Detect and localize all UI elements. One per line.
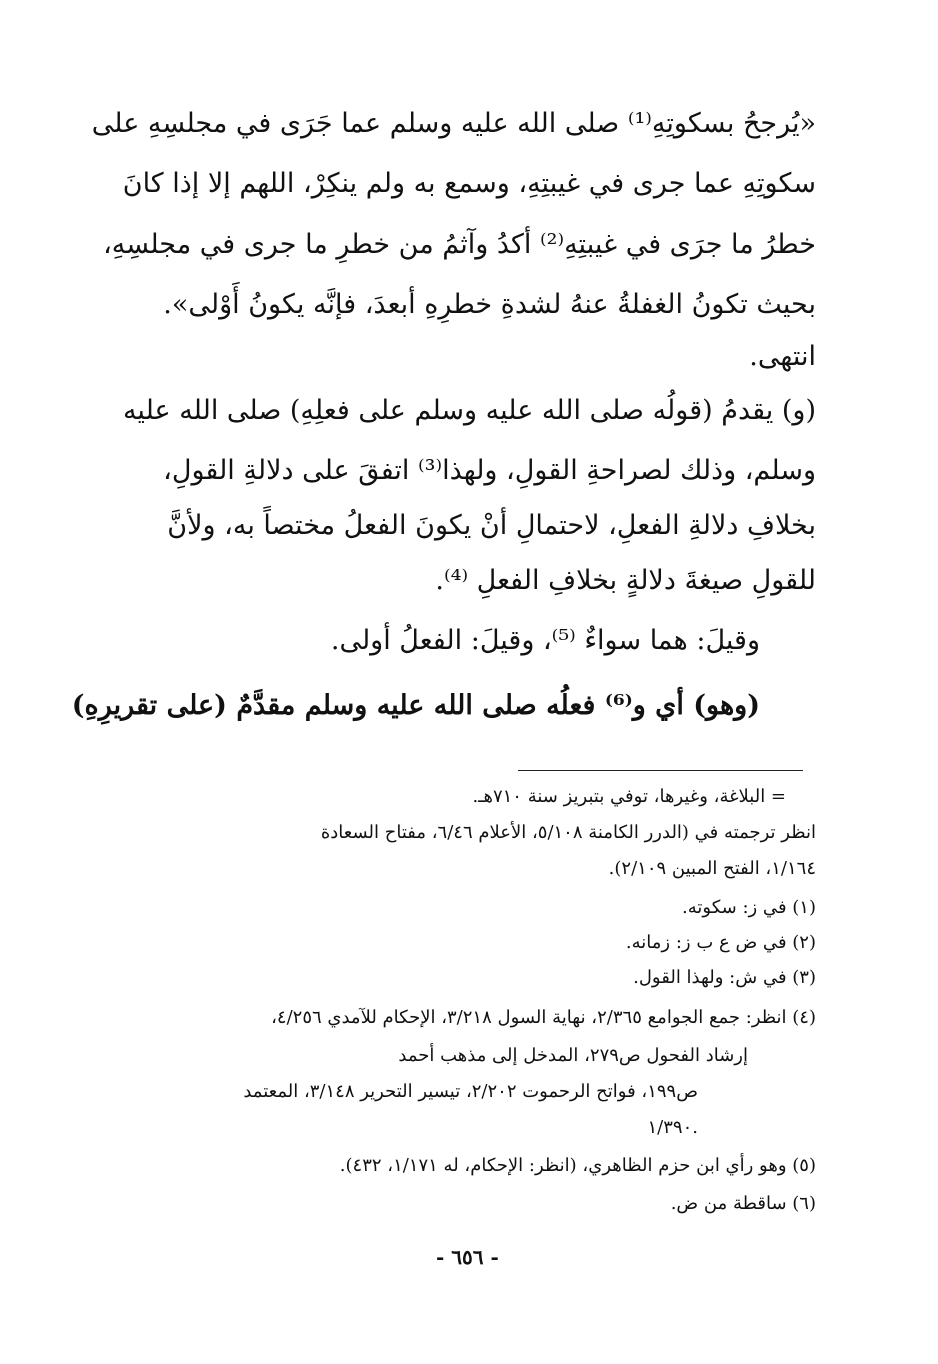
footnote-6: (٦) ساقطة من ض.: [670, 1193, 816, 1214]
footnote-line-2: انظر ترجمته في (الدرر الكامنة ٥/١٠٨، الأعلام ٦/٤٦، مفتاح السعادة: [320, 822, 816, 843]
main-line-7: وسلم، وذلك لصراحةِ القولِ، ولهذا⁽³⁾ اتفقَ على دلالةِ القولِ،: [163, 455, 816, 486]
footnote-4-cont-1: إرشاد الفحول ص٢٧٩، المدخل إلى مذهب أحمد: [398, 1045, 748, 1066]
footnote-3: (٣) في ش: ولهذا القول.: [633, 967, 816, 988]
main-line-3: خطرُ ما جرَى في غيبتِهِ⁽²⁾ أكدُ وآثمُ من خطرِ ما جرى في مجلسِهِ،: [103, 229, 816, 260]
main-line-5: انتهى.: [749, 341, 816, 372]
footnote-1: (١) في ز: سكوته.: [682, 897, 816, 918]
footnote-4-cont-2: ص١٩٩، فواتح الرحموت ٢/٢٠٢، تيسير التحرير ٣/١٤٨، المعتمد: [243, 1081, 698, 1102]
main-line-9: للقولِ صيغةَ دلالةٍ بخلافِ الفعلِ ⁽⁴⁾.: [435, 565, 816, 596]
main-line-11: (وهو) أي و⁽⁶⁾ فعلُه صلى الله عليه وسلم مقدَّمٌ (على تقريرِهِ): [71, 690, 760, 721]
main-line-6: (و) يقدمُ (قولُه صلى الله عليه وسلم على فعلِهِ) صلى الله عليه: [122, 395, 816, 426]
footnote-line-1: = البلاغة، وغيرها، توفي بتبريز سنة ٧١٠هـ.: [472, 786, 786, 807]
main-line-1: «يُرجحُ بسكوتِهِ⁽¹⁾ صلى الله عليه وسلم عما جَرَى في مجلسِهِ على: [91, 108, 816, 139]
main-line-2: سكوتِهِ عما جرى في غيبتِهِ، وسمع به ولم ينكِرْ، اللهم إلا إذا كانَ: [122, 168, 816, 199]
footnote-5: (٥) وهو رأي ابن حزم الظاهري، (انظر: الإحكام، له ١/١٧١، ٤٣٢).: [339, 1155, 816, 1176]
footnote-2: (٢) في ض ع ب ز: زمانه.: [625, 932, 816, 953]
footnote-4: (٤) انظر: جمع الجوامع ٢/٣٦٥، نهاية السول ٣/٢١٨، الإحكام للآمدي ٤/٢٥٦،: [271, 1007, 816, 1028]
footnote-line-3: ١/١٦٤، الفتح المبين ٢/١٠٩).: [608, 858, 816, 879]
main-line-4: بحيث تكونُ الغفلةُ عنهُ لشدةِ خطرِهِ أبعدَ، فإنَّه يكونُ أَوْلى».: [163, 289, 816, 320]
main-line-8: بخلافِ دلالةِ الفعلِ، لاحتمالِ أنْ يكونَ الفعلُ مختصاً به، ولأنَّ: [167, 510, 816, 541]
page-number: - ٦٥٦ -: [436, 1245, 499, 1269]
footnote-4-cont-3: ١/٣٩٠.: [647, 1117, 698, 1138]
footnote-separator: [518, 770, 803, 771]
main-line-10: وقيلَ: هما سواءٌ ⁽⁵⁾، وقيلَ: الفعلُ أولى.: [330, 625, 760, 656]
